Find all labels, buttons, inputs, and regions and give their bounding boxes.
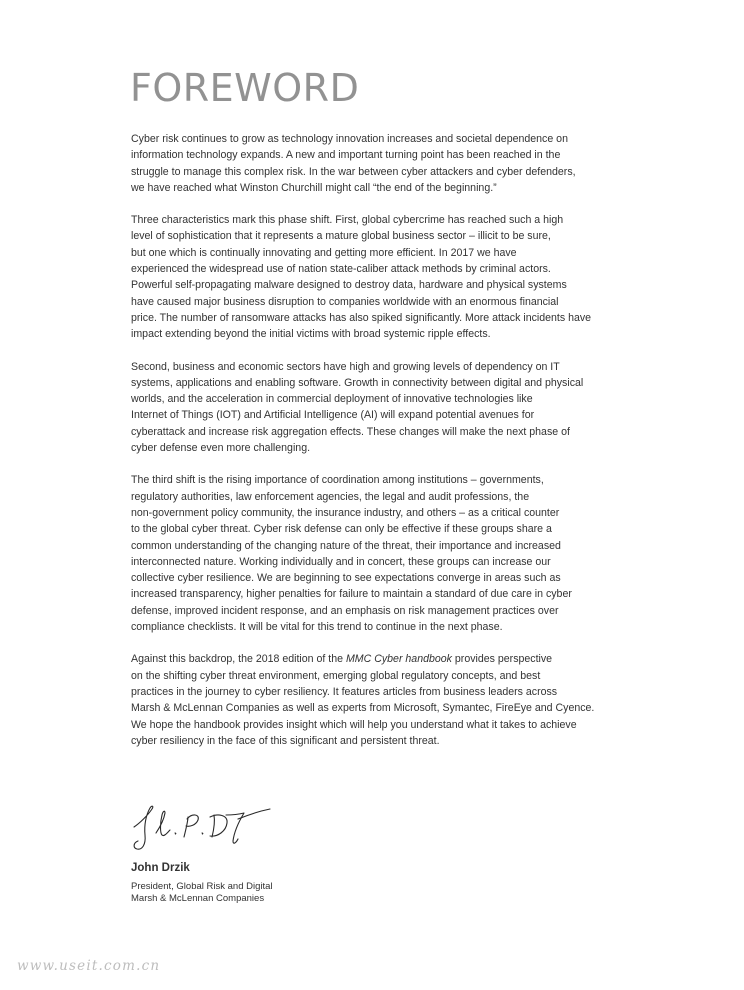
paragraph-3 [131,359,621,457]
text-line: non-government policy community, the insurance industry, and others – as a critical counter [131,506,560,519]
text-line: but one which is continually innovating and getting more efficient. In 2017 we have [131,246,517,259]
text-line: regulatory authorities, law enforcement agencies, the legal and audit professions, the [131,490,530,503]
text-line: Cyber risk continues to grow as technology innovation increases and societal dependence on [131,133,568,145]
text-line: to the global cyber threat. Cyber risk defense can only be effective if these groups share a [131,523,552,536]
foreword-body [131,131,621,765]
text-run: provides perspective [451,653,553,666]
text-line: We hope the handbook provides insight which will help you understand what it takes to achieve [131,718,577,731]
signature-image [130,803,272,855]
handbook-title: MMC Cyber handbook [345,653,452,666]
text-line: price. The number of ransomware attacks has also spiked significantly. More attack incidents have [131,311,592,324]
text-line: impact extending beyond the initial victims with broad systemic ripple effects. [131,328,491,341]
text-line [131,651,621,667]
text-line: collective cyber resilience. We are beginning to see expectations converge in areas such as [131,572,561,585]
text-line: systems, applications and enabling software. Growth in connectivity between digital and physical [131,376,584,389]
text-line: defense, improved incident response, and an emphasis on risk management practices over [131,604,559,617]
watermark: www.useit.com.cn [17,958,161,974]
page-title: FOREWORD [130,66,360,110]
signatory-title [131,881,273,904]
signatory-name: John Drzik [131,862,190,874]
text-line: increased transparency, higher penalties for failure to maintain a standard of due care in cyber [131,588,572,601]
text-line: information technology expands. A new and important turning point has been reached in the [131,149,561,162]
text-line: Marsh & McLennan Companies as well as experts from Microsoft, Symantec, FireEye and Cyence. [131,702,595,715]
text-line: on the shifting cyber threat environment, emerging global regulatory concepts, and best [131,669,541,682]
text-line: struggle to manage this complex risk. In the war between cyber attackers and cyber defenders, [131,165,576,178]
text-line: experienced the widespread use of nation state-caliber attack methods by criminal actors. [131,263,551,276]
text-line: have caused major business disruption to companies worldwide with an enormous financial [131,295,559,308]
text-line: cyber resiliency in the face of this significant and persistent threat. [131,734,440,747]
text-line: compliance checklists. It will be vital for this trend to continue in the next phase. [131,621,503,634]
text-line: cyberattack and increase risk aggregation effects. These changes will make the next phase of [131,425,570,438]
text-line: we have reached what Winston Churchill might call “the end of the beginning.” [131,181,497,194]
text-line: Three characteristics mark this phase shift. First, global cybercrime has reached such a high [131,214,564,227]
paragraph-5 [131,651,621,749]
paragraph-4 [131,472,621,635]
text-line: worlds, and the acceleration in commercial deployment of innovative technologies like [131,393,533,406]
text-line: Internet of Things (IOT) and Artificial Intelligence (AI) will expand potential avenues for [131,409,535,422]
text-line: common understanding of the changing nature of the threat, their importance and increased [131,539,561,552]
text-line: level of sophistication that it represents a mature global business sector – illicit to be sure, [131,230,551,243]
text-line: practices in the journey to cyber resiliency. It features articles from business leaders across [131,685,558,698]
text-run: Against this backdrop, the 2018 edition of the [131,653,346,666]
signatory-organization: Marsh & McLennan Companies [131,892,265,904]
paragraph-1 [131,131,621,196]
signatory-title-line: President, Global Risk and Digital [131,881,273,892]
text-line: Second, business and economic sectors have high and growing levels of dependency on IT [131,360,560,373]
text-line: interconnected nature. Working individually and in concert, these groups can increase our [131,555,551,568]
text-line: Powerful self-propagating malware designed to destroy data, hardware and physical systems [131,279,567,292]
paragraph-2 [131,212,621,342]
text-line: cyber defense even more challenging. [131,442,311,455]
text-line: The third shift is the rising importance of coordination among institutions – governments, [131,474,544,487]
